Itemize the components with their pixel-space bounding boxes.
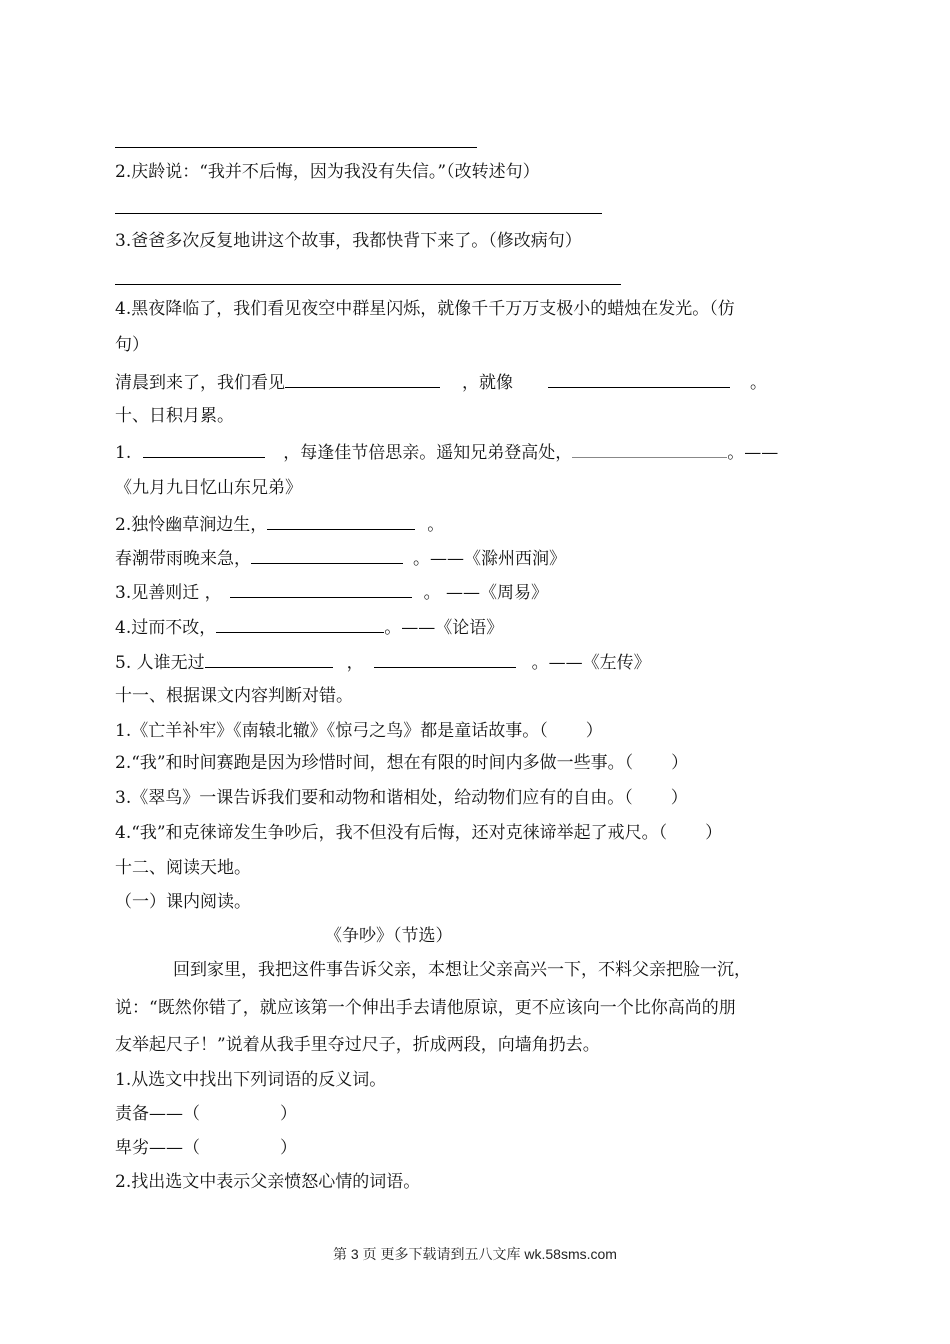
q10-i1-text: ，每逢佳节倍思亲。遥知兄弟登高处， [283, 443, 573, 463]
q9-item3: 3.爸爸多次反复地讲这个故事，我都快背下来了。（修改病句） [115, 231, 582, 251]
q12-q1-b-text: 卑劣——（ [115, 1138, 200, 1158]
passage-title: 《争吵》（节选） [325, 926, 453, 946]
q10-i1-blank2[interactable] [572, 439, 727, 458]
q10-i5-text: 5. 人谁无过 [115, 653, 205, 673]
passage-line-3: 友举起尺子！”说着从我手里夺过尺子，折成两段，向墙角扔去。 [115, 1035, 600, 1055]
page-footer: 第 3 页 更多下载请到五八文库 wk.58sms.com [333, 1246, 617, 1262]
q11-item-1 [115, 719, 603, 743]
q10-i5-blank1[interactable] [205, 649, 333, 668]
q10-i4-blank[interactable] [216, 614, 384, 633]
q10-i3-blank[interactable] [230, 579, 412, 598]
fill-text-b: ，就像 [462, 373, 513, 393]
passage-line-1: 回到家里，我把这件事告诉父亲，本想让父亲高兴一下，不料父亲把脸一沉， [173, 960, 751, 980]
q10-i2b-blank[interactable] [251, 545, 403, 564]
q10-i5-end: 。——《左传》 [531, 653, 651, 673]
q10-i5-comma: ， [346, 653, 364, 673]
answer-line-1[interactable] [115, 147, 477, 148]
q9-item4-fill [115, 369, 767, 395]
q12-q1-a [115, 1102, 297, 1126]
q10-i3-text: 3.见善则迁 ， [115, 583, 222, 603]
q9-item4-line2: 句） [115, 335, 149, 355]
fill-blank-b[interactable] [548, 369, 730, 388]
q11-item-text: 2.“我”和时间赛跑是因为珍惜时间，想在有限的时间内多做一些事。（ [115, 753, 634, 773]
q10-i5-blank2[interactable] [374, 649, 516, 668]
q9-item2: 2.庆龄说：“我并不后悔，因为我没有失信。”（改转述句） [115, 162, 540, 182]
q10-i1-end: 。—— [727, 443, 779, 463]
q11-item-2 [115, 751, 688, 775]
q11-item-3 [115, 786, 688, 810]
q10-i1-blank1[interactable] [143, 439, 265, 458]
q10-item3 [115, 579, 548, 605]
q10-item1-source: 《九月九日忆山东兄弟》 [115, 478, 302, 498]
q12-q1-a-text: 责备——（ [115, 1104, 200, 1124]
q10-i3-end: 。 ——《周易》 [423, 583, 549, 603]
answer-line-2[interactable] [115, 213, 602, 214]
q12-question-2: 2.找出选文中表示父亲愤怒心情的词语。 [115, 1172, 421, 1192]
q12-sub: （一）课内阅读。 [115, 892, 251, 912]
answer-line-3[interactable] [115, 284, 621, 285]
q11-item-text: 3.《翠鸟》一课告诉我们要和动物和谐相处，给动物们应有的自由。（ [115, 788, 633, 808]
q10-i1-num: 1. [115, 443, 132, 463]
q11-paren-close: ） [705, 823, 723, 843]
q11-paren-close: ） [671, 753, 689, 773]
q12-question-1: 1.从选文中找出下列词语的反义词。 [115, 1070, 387, 1090]
passage-line-2: 说：“既然你错了，就应该第一个伸出手去请他原谅，更不应该向一个比你高尚的朋 [115, 998, 736, 1018]
q12-q1-a-close: ） [280, 1104, 297, 1124]
q10-item2 [115, 511, 444, 537]
q11-item-text: 4.“我”和克徕谛发生争吵后，我不但没有后悔，还对克徕谛举起了戒尺。（ [115, 823, 668, 843]
q11-item-text: 1.《亡羊补牢》《南辕北辙》《惊弓之鸟》都是童话故事。（ [115, 721, 548, 741]
q10-i2-text: 2.独怜幽草涧边生， [115, 515, 268, 535]
q11-item-4 [115, 821, 722, 845]
q12-q1-b [115, 1136, 297, 1160]
q10-i2-end: 。 [427, 515, 445, 535]
q11-paren-close: ） [585, 721, 603, 741]
q10-i2b-text: 春潮带雨晚来急， [115, 549, 251, 569]
q10-item5 [115, 649, 651, 675]
q10-item1 [115, 439, 778, 465]
q10-heading: 十、日积月累。 [115, 406, 234, 426]
q9-item4-line1: 4.黑夜降临了，我们看见夜空中群星闪烁，就像千千万万支极小的蜡烛在发光。（仿 [115, 299, 735, 319]
q11-paren-close: ） [670, 788, 688, 808]
q10-i2-blank[interactable] [267, 511, 415, 530]
q10-item2b [115, 545, 566, 571]
fill-blank-a[interactable] [285, 369, 440, 388]
q10-i4-end: 。——《论语》 [384, 618, 504, 638]
q10-item4 [115, 614, 503, 640]
q12-q1-b-close: ） [280, 1138, 297, 1158]
q10-i2b-end: 。——《滁州西涧》 [413, 549, 566, 569]
fill-text-a: 清晨到来了，我们看见 [115, 373, 285, 393]
q11-heading: 十一、根据课文内容判断对错。 [115, 686, 353, 706]
fill-text-c: 。 [750, 373, 767, 393]
q10-i4-text: 4.过而不改， [115, 618, 217, 638]
q12-heading: 十二、阅读天地。 [115, 858, 251, 878]
